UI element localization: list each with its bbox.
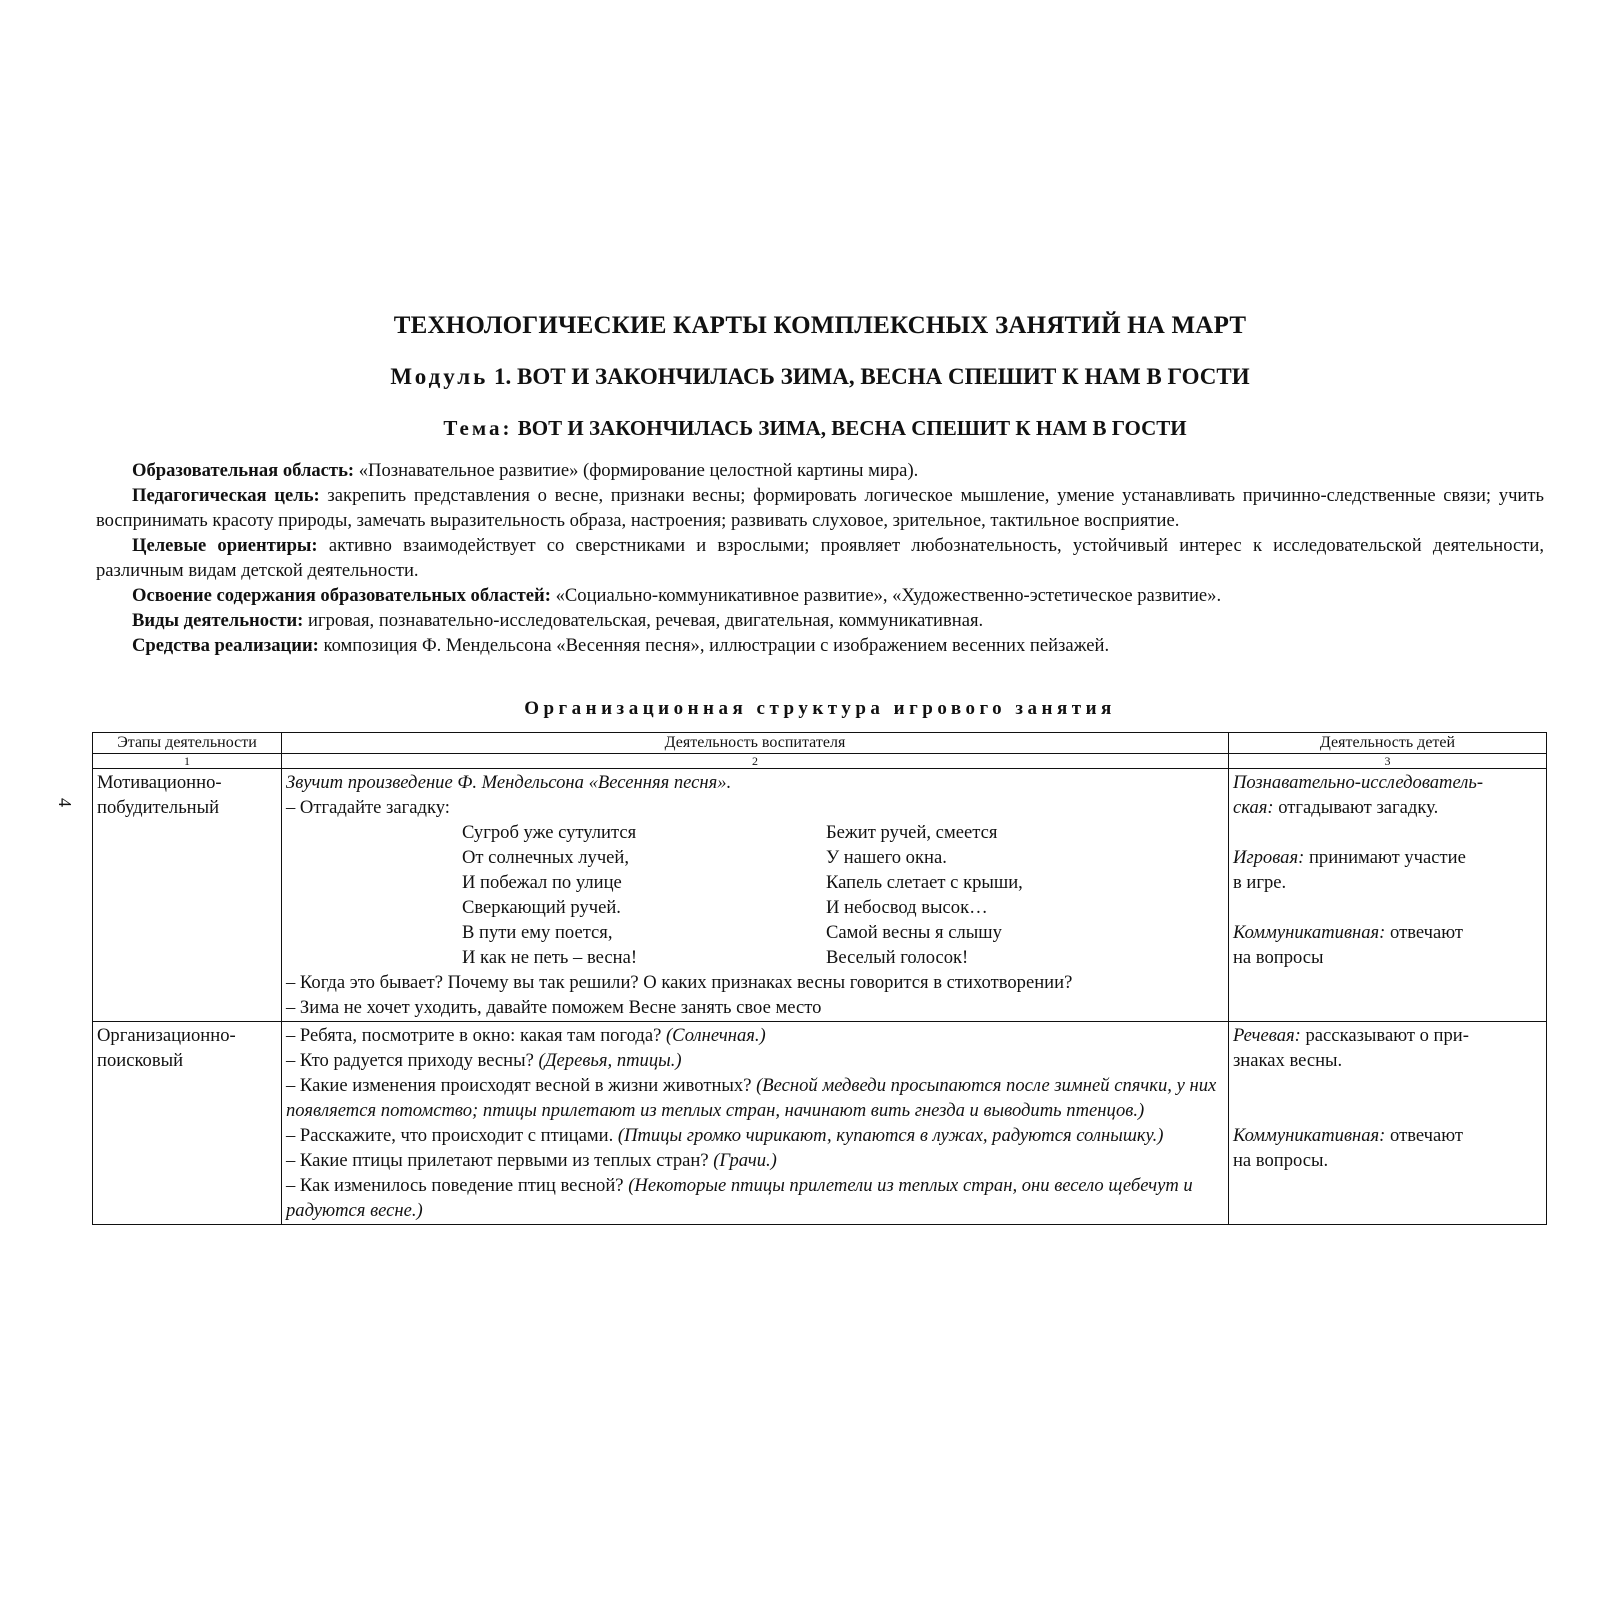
- activity-kind: Игровая:: [1232, 847, 1305, 868]
- teacher-question: – Кто радуется приходу весны? (Деревья, птицы.): [285, 1050, 682, 1071]
- intro-text: закрепить представления о весне, признаки весны; формировать логическое мышление, умение устанавливать причинно-следственные связи; учить воспринимать красоту природы, замечать выразительность образа, настроения; развивать слуховое, зрительное, тактильное восприятие.: [96, 485, 1544, 531]
- teacher-question: – Какие птицы прилетают первыми из теплых стран? (Грачи.): [285, 1150, 777, 1171]
- stage-name-line: поисковый: [97, 1050, 184, 1071]
- header-children: Деятельность детей: [1228, 733, 1546, 754]
- intro-text: «Социально-коммуникативное развитие», «Художественно-эстетическое развитие».: [550, 585, 1222, 606]
- poem-line: Бежит ручей, смеется: [825, 822, 998, 843]
- poem-line: И как не петь – весна!: [461, 947, 638, 968]
- activity-text: отгадывают загадку.: [1273, 797, 1439, 818]
- structure-title: Организационная структура игрового занятия: [524, 698, 1116, 719]
- intro-text: композиция Ф. Мендельсона «Весенняя песня», иллюстрации с изображением весенних пейзажей.: [318, 635, 1110, 656]
- lesson-structure-table: [92, 732, 1547, 1225]
- column-number: 3: [1228, 754, 1546, 769]
- theme-text: ВОТ И ЗАКОНЧИЛАСЬ ЗИМА, ВЕСНА СПЕШИТ К НАМ В ГОСТИ: [512, 416, 1187, 440]
- poem-line: Веселый голосок!: [825, 947, 969, 968]
- intro-label: Образовательная область:: [132, 460, 355, 481]
- column-number: 1: [93, 754, 282, 769]
- activity-kind: Коммуникативная:: [1232, 1125, 1386, 1146]
- stage-name: [93, 769, 282, 1022]
- table-number-row: [93, 754, 1547, 769]
- children-activity: [1228, 1022, 1546, 1225]
- activity-kind: ская:: [1232, 797, 1274, 818]
- intro-label: Целевые ориентиры:: [132, 535, 318, 556]
- header-stages: Этапы деятельности: [93, 733, 282, 754]
- poem-line: От солнечных лучей,: [461, 847, 630, 868]
- teacher-activity: [281, 1022, 1228, 1225]
- poem-line: И небосвод высок…: [825, 897, 988, 918]
- intro-paragraph: [96, 483, 1544, 533]
- poem-column-right: [826, 820, 1190, 970]
- activity-kind: Речевая:: [1232, 1025, 1301, 1046]
- teacher-question: – Ребята, посмотрите в окно: какая там погода? (Солнечная.): [285, 1025, 766, 1046]
- activity-text: отвечают: [1385, 1125, 1464, 1146]
- teacher-question: – Какие изменения происходят весной в жизни животных? (Весной медведи просыпаются после зимней спячки, у них появляется потомство; птицы прилетают из теплых стран, начинают вить гнезда и выводить птенцов.): [285, 1075, 1217, 1121]
- teacher-question: – Расскажите, что происходит с птицами. (Птицы громко чирикают, купаются в лужах, радуются солнышку.): [285, 1125, 1164, 1146]
- intro-paragraph: [96, 583, 1544, 608]
- teacher-question: – Когда это бывает? Почему вы так решили? О каких признаках весны говорится в стихотворении?: [285, 972, 1073, 993]
- table-row: [93, 1022, 1547, 1225]
- teacher-activity: [281, 769, 1228, 1022]
- poem-line: Сверкающий ручей.: [461, 897, 621, 918]
- activity-text: отвечают: [1385, 922, 1464, 943]
- activity-text: на вопросы.: [1232, 1150, 1329, 1171]
- poem-line: У нашего окна.: [825, 847, 947, 868]
- module-label: Модуль: [390, 364, 489, 389]
- table-row: [93, 769, 1547, 1022]
- intro-label: Виды деятельности:: [132, 610, 304, 631]
- activity-text: рассказывают о при-: [1300, 1025, 1469, 1046]
- stage-name-line: Мотивационно-: [97, 772, 222, 793]
- teacher-question: – Зима не хочет уходить, давайте поможем Весне занять свое место: [285, 997, 822, 1018]
- module-heading: [0, 364, 1600, 390]
- poem-line: Капель слетает с крыши,: [825, 872, 1023, 893]
- activity-kind: Коммуникативная:: [1232, 922, 1386, 943]
- stage-name-line: побудительный: [97, 797, 220, 818]
- poem-line: В пути ему поется,: [461, 922, 613, 943]
- poem-line: И побежал по улице: [461, 872, 622, 893]
- module-text: 1. ВОТ И ЗАКОНЧИЛАСЬ ЗИМА, ВЕСНА СПЕШИТ К НАМ В ГОСТИ: [488, 364, 1250, 389]
- activity-text: принимают участие: [1304, 847, 1466, 868]
- lesson-intro: [96, 458, 1544, 658]
- music-note: Звучит произведение Ф. Мендельсона «Весенняя песня».: [285, 772, 732, 793]
- children-activity: [1228, 769, 1546, 1022]
- intro-paragraph: [96, 533, 1544, 583]
- activity-text: знаках весны.: [1232, 1050, 1343, 1071]
- header-teacher: Деятельность воспитателя: [281, 733, 1228, 754]
- page-title: ТЕХНОЛОГИЧЕСКИЕ КАРТЫ КОМПЛЕКСНЫХ ЗАНЯТИЙ НА МАРТ: [393, 312, 1247, 339]
- theme-heading: [0, 416, 1600, 441]
- table-header-row: [93, 733, 1547, 754]
- intro-label: Педагогическая цель:: [132, 485, 320, 506]
- intro-text: «Познавательное развитие» (формирование целостной картины мира).: [354, 460, 919, 481]
- poem-column-left: [462, 820, 826, 970]
- activity-text: в игре.: [1232, 872, 1287, 893]
- teacher-question: – Как изменилось поведение птиц весной? (Некоторые птицы прилетели из теплых стран, они весело щебечут и радуются весне.): [285, 1175, 1193, 1221]
- intro-text: игровая, познавательно-исследовательская, речевая, двигательная, коммуникативная.: [303, 610, 984, 631]
- activity-kind: Познавательно-исследователь-: [1232, 772, 1484, 793]
- stage-name: [93, 1022, 282, 1225]
- intro-paragraph: [96, 458, 1544, 483]
- intro-text: активно взаимодействует со сверстниками и взрослыми; проявляет любознательность, устойчивый интерес к исследовательской деятельности, различным видам детской деятельности.: [96, 535, 1544, 581]
- poem-line: Самой весны я слышу: [825, 922, 1002, 943]
- page-number: 4: [55, 798, 75, 807]
- stage-name-line: Организационно-: [97, 1025, 236, 1046]
- intro-label: Освоение содержания образовательных областей:: [132, 585, 551, 606]
- theme-label: Тема:: [443, 416, 513, 440]
- activity-text: на вопросы: [1232, 947, 1324, 968]
- intro-paragraph: [96, 633, 1544, 658]
- riddle-prompt: – Отгадайте загадку:: [285, 797, 450, 818]
- poem-line: Сугроб уже сутулится: [461, 822, 637, 843]
- intro-paragraph: [96, 608, 1544, 633]
- column-number: 2: [281, 754, 1228, 769]
- intro-label: Средства реализации:: [132, 635, 319, 656]
- riddle-poem: [286, 820, 1224, 970]
